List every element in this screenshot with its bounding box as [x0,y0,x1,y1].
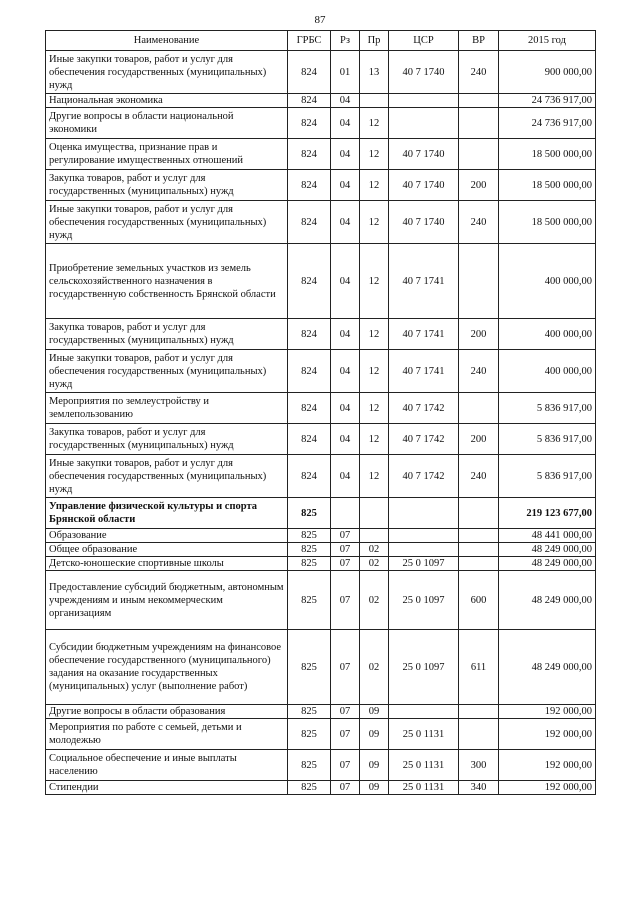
row-amount: 24 736 917,00 [499,94,596,108]
row-pr: 09 [360,705,389,719]
row-csr: 40 7 1740 [389,201,459,244]
table-row [46,781,596,795]
row-name: Социальное обеспечение и иные выплаты населению [46,750,288,781]
row-grbs: 825 [288,719,331,750]
row-amount: 24 736 917,00 [499,108,596,139]
row-grbs: 824 [288,51,331,94]
row-rz: 04 [331,108,360,139]
row-rz: 04 [331,244,360,319]
row-pr: 12 [360,393,389,424]
row-vr: 611 [459,630,499,705]
row-pr: 02 [360,571,389,630]
table-row [46,108,596,139]
row-grbs: 824 [288,94,331,108]
row-name: Иные закупки товаров, работ и услуг для обеспечения государственных (муниципальных) нужд [46,455,288,498]
row-vr [459,393,499,424]
column-header-pr: Пр [360,31,389,51]
row-grbs: 824 [288,139,331,170]
row-rz: 04 [331,170,360,201]
row-grbs: 825 [288,498,331,529]
row-grbs: 825 [288,571,331,630]
row-vr: 240 [459,51,499,94]
row-grbs: 825 [288,705,331,719]
row-grbs: 824 [288,108,331,139]
row-amount: 48 441 000,00 [499,529,596,543]
row-rz: 04 [331,350,360,393]
row-grbs: 824 [288,424,331,455]
row-pr: 12 [360,244,389,319]
row-rz: 04 [331,139,360,170]
row-amount: 900 000,00 [499,51,596,94]
row-grbs: 824 [288,393,331,424]
row-vr [459,529,499,543]
row-csr: 25 0 1131 [389,781,459,795]
row-csr: 40 7 1740 [389,51,459,94]
row-name: Другие вопросы в области образования [46,705,288,719]
row-vr: 200 [459,170,499,201]
table-row [46,705,596,719]
row-rz: 01 [331,51,360,94]
row-csr [389,705,459,719]
row-name: Иные закупки товаров, работ и услуг для обеспечения государственных (муниципальных) нужд [46,51,288,94]
table-row [46,350,596,393]
row-name: Оценка имущества, признание прав и регулирование имущественных отношений [46,139,288,170]
row-amount: 192 000,00 [499,705,596,719]
row-amount: 48 249 000,00 [499,571,596,630]
row-rz: 07 [331,557,360,571]
row-grbs: 824 [288,201,331,244]
row-rz: 04 [331,94,360,108]
column-header-grbs: ГРБС [288,31,331,51]
row-rz [331,498,360,529]
table-row [46,170,596,201]
row-amount: 400 000,00 [499,350,596,393]
row-vr [459,543,499,557]
row-rz: 04 [331,319,360,350]
table-row [46,319,596,350]
row-csr: 25 0 1097 [389,557,459,571]
row-amount: 18 500 000,00 [499,170,596,201]
row-name: Другие вопросы в области национальной экономики [46,108,288,139]
row-grbs: 824 [288,319,331,350]
row-rz: 07 [331,750,360,781]
row-grbs: 825 [288,750,331,781]
row-name: Субсидии бюджетным учреждениям на финансовое обеспечение государственного (муниципального) задания на оказание государственных (муниципальных) услуг (выполнение работ) [46,630,288,705]
row-grbs: 825 [288,529,331,543]
row-csr: 25 0 1131 [389,719,459,750]
row-rz: 07 [331,529,360,543]
row-amount: 18 500 000,00 [499,201,596,244]
row-rz: 07 [331,543,360,557]
row-grbs: 824 [288,170,331,201]
page-number: 87 [314,14,326,26]
table-row [46,557,596,571]
row-pr: 12 [360,455,389,498]
row-vr [459,498,499,529]
row-name: Закупка товаров, работ и услуг для государственных (муниципальных) нужд [46,319,288,350]
row-grbs: 824 [288,244,331,319]
row-amount: 400 000,00 [499,244,596,319]
row-csr [389,498,459,529]
row-amount: 48 249 000,00 [499,543,596,557]
row-vr: 600 [459,571,499,630]
row-csr: 25 0 1131 [389,750,459,781]
row-csr: 40 7 1742 [389,393,459,424]
table-row [46,393,596,424]
row-pr: 13 [360,51,389,94]
row-vr [459,244,499,319]
table-row [46,94,596,108]
row-vr [459,719,499,750]
row-amount: 48 249 000,00 [499,630,596,705]
row-pr: 12 [360,201,389,244]
table-row [46,51,596,94]
row-csr [389,108,459,139]
row-csr: 40 7 1741 [389,244,459,319]
row-pr: 09 [360,719,389,750]
table-row [46,529,596,543]
table-row [46,571,596,630]
row-csr: 40 7 1742 [389,455,459,498]
column-header-vr: ВР [459,31,499,51]
row-vr: 200 [459,424,499,455]
row-pr [360,529,389,543]
row-grbs: 825 [288,543,331,557]
row-vr: 300 [459,750,499,781]
row-csr: 40 7 1740 [389,170,459,201]
table-row [46,543,596,557]
row-vr: 340 [459,781,499,795]
row-pr [360,498,389,529]
row-vr [459,139,499,170]
row-name: Управление физической культуры и спорта Брянской области [46,498,288,529]
row-amount: 192 000,00 [499,781,596,795]
table-row [46,719,596,750]
row-name: Мероприятия по землеустройству и землепользованию [46,393,288,424]
row-pr: 12 [360,108,389,139]
row-vr: 240 [459,455,499,498]
row-csr [389,529,459,543]
row-csr: 40 7 1742 [389,424,459,455]
table-row [46,630,596,705]
row-csr [389,543,459,557]
row-name: Образование [46,529,288,543]
row-vr: 240 [459,350,499,393]
row-pr: 09 [360,781,389,795]
table-row [46,498,596,529]
column-header-csr: ЦСР [389,31,459,51]
row-name: Закупка товаров, работ и услуг для государственных (муниципальных) нужд [46,424,288,455]
row-rz: 04 [331,424,360,455]
row-amount: 400 000,00 [499,319,596,350]
table-row [46,424,596,455]
row-name: Стипендии [46,781,288,795]
row-pr: 02 [360,543,389,557]
row-pr: 02 [360,557,389,571]
row-pr [360,94,389,108]
row-pr: 02 [360,630,389,705]
budget-table [45,30,596,795]
row-vr [459,94,499,108]
row-amount: 219 123 677,00 [499,498,596,529]
table-row [46,750,596,781]
row-rz: 04 [331,201,360,244]
table-header-row [46,31,596,51]
row-amount: 192 000,00 [499,719,596,750]
row-rz: 04 [331,393,360,424]
row-pr: 09 [360,750,389,781]
row-csr: 40 7 1741 [389,319,459,350]
row-rz: 07 [331,781,360,795]
row-name: Закупка товаров, работ и услуг для государственных (муниципальных) нужд [46,170,288,201]
row-vr [459,108,499,139]
row-name: Иные закупки товаров, работ и услуг для обеспечения государственных (муниципальных) нужд [46,201,288,244]
row-csr [389,94,459,108]
table-row [46,244,596,319]
row-csr: 25 0 1097 [389,571,459,630]
column-header-rz: Рз [331,31,360,51]
row-rz: 04 [331,455,360,498]
row-grbs: 825 [288,630,331,705]
row-grbs: 824 [288,350,331,393]
row-amount: 18 500 000,00 [499,139,596,170]
row-amount: 192 000,00 [499,750,596,781]
row-grbs: 825 [288,557,331,571]
row-amount: 5 836 917,00 [499,424,596,455]
table-row [46,139,596,170]
row-csr: 25 0 1097 [389,630,459,705]
row-name: Приобретение земельных участков из земель сельскохозяйственного назначения в государственную собственность Брянской области [46,244,288,319]
row-amount: 5 836 917,00 [499,393,596,424]
row-name: Иные закупки товаров, работ и услуг для обеспечения государственных (муниципальных) нужд [46,350,288,393]
row-rz: 07 [331,719,360,750]
row-vr [459,705,499,719]
row-name: Предоставление субсидий бюджетным, автономным учреждениям и иным некоммерческим организациям [46,571,288,630]
row-vr [459,557,499,571]
row-csr: 40 7 1741 [389,350,459,393]
row-pr: 12 [360,350,389,393]
row-vr: 200 [459,319,499,350]
row-amount: 48 249 000,00 [499,557,596,571]
column-header-amount: 2015 год [499,31,596,51]
row-name: Национальная экономика [46,94,288,108]
row-vr: 240 [459,201,499,244]
row-name: Мероприятия по работе с семьей, детьми и молодежью [46,719,288,750]
row-grbs: 824 [288,455,331,498]
row-rz: 07 [331,630,360,705]
row-rz: 07 [331,705,360,719]
row-rz: 07 [331,571,360,630]
row-amount: 5 836 917,00 [499,455,596,498]
row-grbs: 825 [288,781,331,795]
table-row [46,201,596,244]
row-pr: 12 [360,319,389,350]
row-name: Детско-юношеские спортивные школы [46,557,288,571]
row-pr: 12 [360,424,389,455]
row-pr: 12 [360,139,389,170]
table-row [46,455,596,498]
row-name: Общее образование [46,543,288,557]
row-pr: 12 [360,170,389,201]
row-csr: 40 7 1740 [389,139,459,170]
column-header-name: Наименование [46,31,288,51]
